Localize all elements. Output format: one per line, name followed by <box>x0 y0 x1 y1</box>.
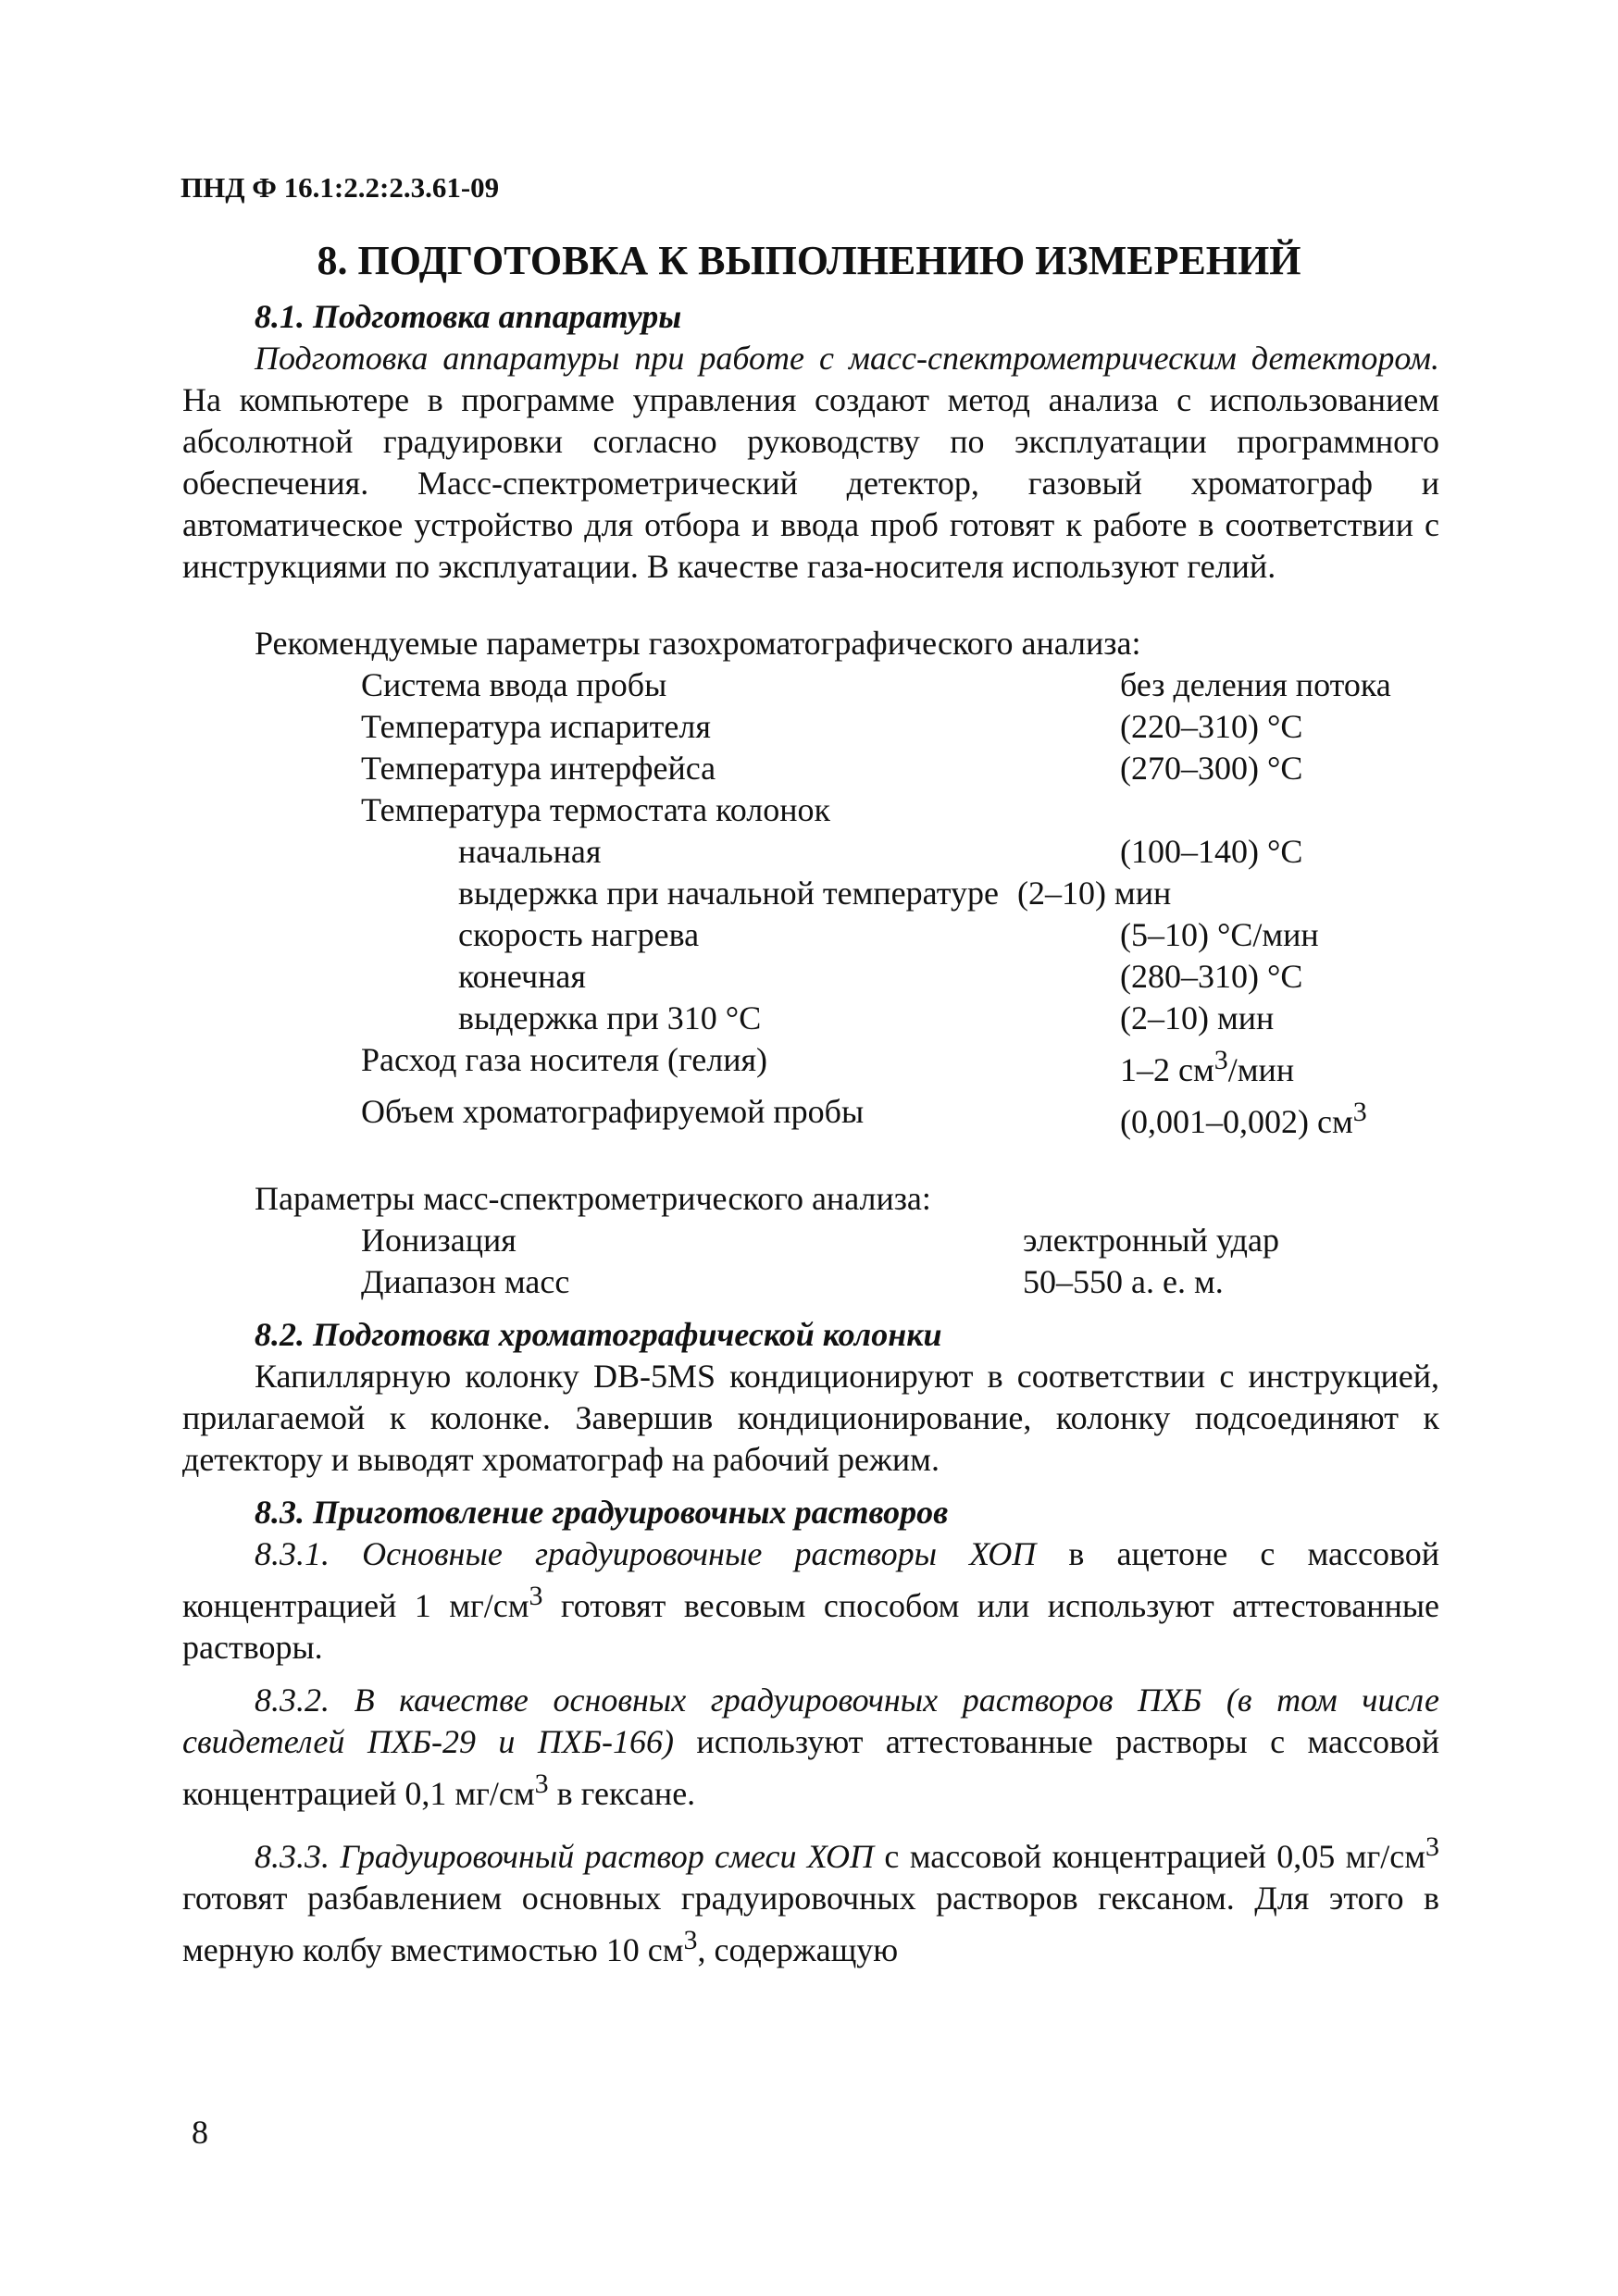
spacer <box>182 1815 1439 1826</box>
paragraph-8-3-2 <box>182 1680 1439 1815</box>
param-name: начальная <box>458 833 602 870</box>
value-part: 1–2 см <box>1120 1051 1214 1088</box>
superscript: 3 <box>683 1925 698 1955</box>
paragraph-text: в гексане. <box>548 1775 696 1812</box>
param-name: Температура интерфейса <box>361 750 716 787</box>
table-row <box>361 664 1439 706</box>
paragraph-8-2: Капиллярную колонку DB-5MS кондиционируют в соответствии с инструкцией, прилагаемой к колонке. Завершив кондиционирование, колонку подсоединяют к детектору и выводят хроматограф на рабочий режим. <box>182 1358 1439 1478</box>
param-name: скорость нагрева <box>458 916 700 953</box>
paragraph-text: готовят весовым способом или используют аттестованные растворы. <box>182 1587 1439 1666</box>
page-content <box>182 296 1439 1971</box>
param-value: (2–10) мин <box>1016 875 1172 912</box>
param-value: (280–310) °С <box>1120 958 1303 995</box>
param-name: Расход газа носителя (гелия) <box>361 1041 768 1078</box>
table-row <box>361 1220 1439 1261</box>
param-value: (270–300) °С <box>1120 750 1303 787</box>
paragraph-text: с массовой концентрацией 0,05 мг/см <box>874 1838 1425 1875</box>
value-part: (0,001–0,002) см <box>1120 1103 1353 1140</box>
param-value <box>1120 1091 1439 1143</box>
paragraph-8-3-3 <box>182 1826 1439 1971</box>
paragraph-text: используют аттестованные растворы с массовой концентрацией 0,1 мг/см <box>182 1723 1439 1812</box>
subsection-heading-8-2: 8.2. Подготовка хроматографической колонки <box>255 1316 942 1353</box>
spacer <box>182 1481 1439 1492</box>
spacer <box>182 1669 1439 1680</box>
param-value: (2–10) мин <box>1120 999 1275 1036</box>
param-value: (5–10) °С/мин <box>1120 916 1319 953</box>
spacer <box>182 1303 1439 1314</box>
gc-params-table <box>361 664 1439 1143</box>
table-row <box>361 748 1439 789</box>
paragraph-8-1-text: На компьютере в программе управления создают метод анализа с использованием абсолютной градуировки согласно руководству по эксплуатации программного обеспечения. Масс-спектрометрический детектор, газовый хроматограф и автоматическое устройство для отбора и ввода проб готовят к работе в соответствии с инструкциями по эксплуатации. В качестве газа-носителя используют гелий. <box>182 381 1439 585</box>
table-row <box>361 789 1439 831</box>
superscript: 3 <box>1352 1097 1367 1127</box>
subsection-heading-8-1: 8.1. Подготовка аппаратуры <box>255 298 682 335</box>
ms-params-title: Параметры масс-спектрометрического анализа: <box>255 1180 931 1217</box>
section-title: 8. ПОДГОТОВКА К ВЫПОЛНЕНИЮ ИЗМЕРЕНИЙ <box>317 238 1301 283</box>
table-row <box>361 1091 1439 1143</box>
paragraph-italic: 8.3.1. Основные градуировочные растворы ХОП <box>255 1535 1037 1572</box>
table-row <box>361 956 1439 998</box>
param-value: без деления потока <box>1120 666 1391 703</box>
spacer <box>182 588 1439 623</box>
table-row <box>361 873 1439 914</box>
ms-params-table <box>361 1220 1439 1303</box>
document-code: ПНД Ф 16.1:2.2:2.3.61-09 <box>180 171 500 204</box>
paragraph-text: в ацетоне с массовой концентрацией 1 мг/см <box>182 1535 1439 1624</box>
param-name: Температура термостата колонок <box>361 791 831 828</box>
table-row <box>361 706 1439 748</box>
superscript: 3 <box>534 1769 549 1799</box>
param-value: (220–310) °С <box>1120 708 1303 745</box>
paragraph-text: , содержащую <box>697 1931 899 1968</box>
param-name: Температура испарителя <box>361 708 711 745</box>
superscript: 3 <box>529 1581 543 1611</box>
value-part: /мин <box>1227 1051 1295 1088</box>
param-name: выдержка при 310 °С <box>458 999 762 1036</box>
paragraph-text: готовят разбавлением основных градуировочных растворов гексаном. Для этого в мерную колбу вместимостью 10 см <box>182 1880 1439 1968</box>
table-row <box>361 914 1439 956</box>
param-value: (100–140) °С <box>1120 833 1303 870</box>
table-row <box>361 1261 1439 1303</box>
subsection-heading-8-3: 8.3. Приготовление градуировочных растворов <box>255 1494 949 1531</box>
param-name: Диапазон масс <box>361 1263 570 1300</box>
paragraph-8-3-1 <box>182 1533 1439 1669</box>
param-name: Объем хроматографируемой пробы <box>361 1093 865 1130</box>
paragraph-8-1-italic: Подготовка аппаратуры при работе с масс-спектрометрическим детектором. <box>255 340 1439 377</box>
paragraph-italic: 8.3.2. В качестве основных градуировочных растворов ПХБ (в том числе свидетелей ПХБ-29 и ПХБ-166) <box>182 1682 1439 1760</box>
param-name: конечная <box>458 958 586 995</box>
superscript: 3 <box>1214 1045 1228 1075</box>
spacer <box>182 1143 1439 1178</box>
param-value: электронный удар <box>1023 1222 1279 1259</box>
param-value: 50–550 а. е. м. <box>1023 1263 1224 1300</box>
table-row <box>361 831 1439 873</box>
paragraph-italic: 8.3.3. Градуировочный раствор смеси ХОП <box>255 1838 875 1875</box>
paragraph-8-1 <box>182 338 1439 588</box>
param-name: выдержка при начальной температуре <box>458 875 999 912</box>
gc-params-title: Рекомендуемые параметры газохроматографического анализа: <box>255 625 1141 662</box>
param-row-inline <box>361 873 1439 914</box>
page-number: 8 <box>192 2114 208 2151</box>
superscript: 3 <box>1425 1831 1439 1862</box>
table-row <box>361 1039 1439 1091</box>
param-value <box>1120 1039 1439 1091</box>
param-name: Система ввода пробы <box>361 666 667 703</box>
param-name: Ионизация <box>361 1222 517 1259</box>
table-row <box>361 998 1439 1039</box>
